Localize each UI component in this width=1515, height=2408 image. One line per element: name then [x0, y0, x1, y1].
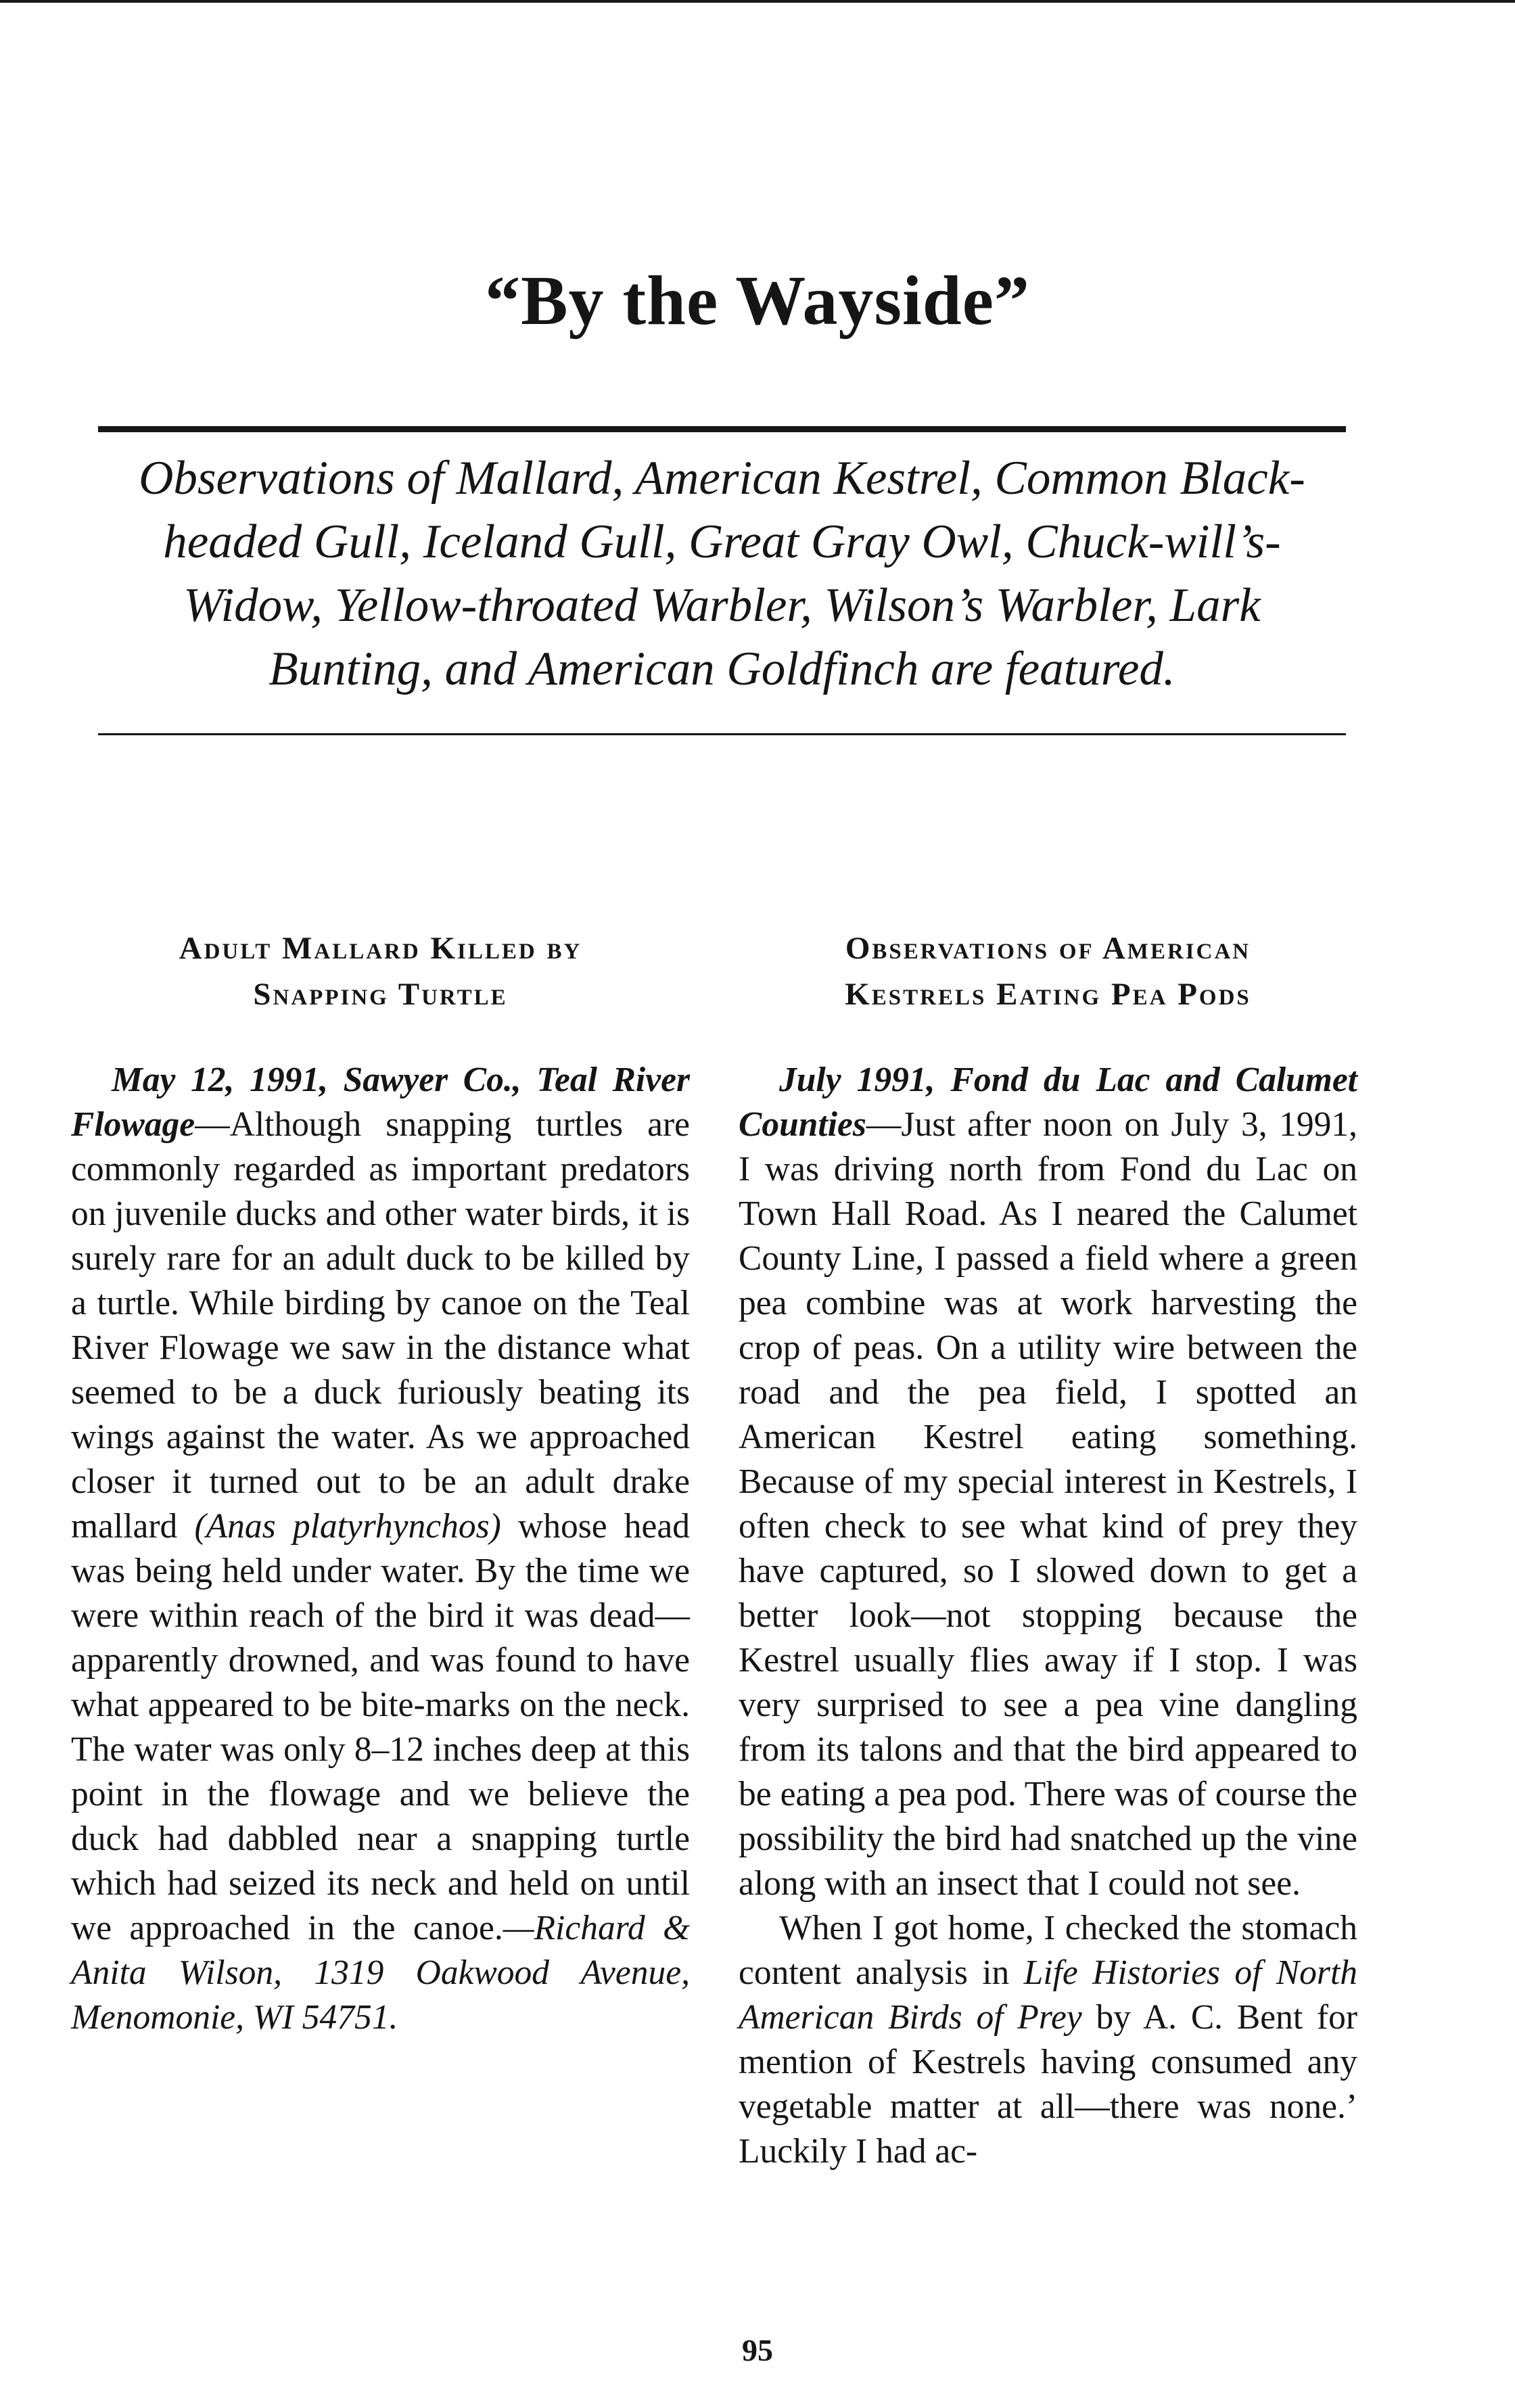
section-summary: Observations of Mallard, American Kestrel, Common Black-headed Gull, Iceland Gull, Great Gray Owl, Chuck-will’s-Widow, Yellow-throated Warbler, Wilson’s Warbler, Lark Bunting, and American Goldfinch are featured.	[139, 452, 1305, 695]
right-para2-end: by A. C. Bent for mention of Kestrels having consumed any vegetable matter at all—there was none.’ Luckily I had ac-	[739, 1998, 1357, 2171]
page-number: 95	[742, 2333, 773, 2367]
summary-top-rule	[98, 426, 1346, 432]
right-heading-line-2: Kestrels Eating Pea Pods	[845, 977, 1251, 1012]
page-title: “By the Wayside”	[485, 262, 1030, 340]
summary-bottom-rule	[98, 733, 1346, 735]
right-article-text: —Just after noon on July 3, 1991, I was driving north from Fond du Lac on Town Hall Road. As I neared the Calumet County Line, I passed a field where a green pea combine was at work harvesting the crop of peas. On a utility wire between the road and the pea field, I spotted an American Kestrel eating something. Because of my special interest in Kestrels, I often check to see what kind of prey they have captured, so I slowed down to get a better look—not stopping because the Kestrel usually flies away if I stop. I was very surprised to see a pea vine dangling from its talons and that the bird appeared to be eating a pea pod. There was of course the possibility the bird had snatched up the vine along with an insect that I could not see.	[739, 1105, 1357, 1903]
left-heading-line-1: Adult Mallard Killed by	[179, 931, 582, 966]
left-article	[71, 925, 690, 2040]
left-heading-line-2: Snapping Turtle	[253, 977, 508, 1012]
right-article-lead: July 1991, Fond du Lac and Calumet Counties	[739, 1061, 1357, 1144]
left-article-lead: May 12, 1991, Sawyer Co., Teal River Flowage	[71, 1061, 690, 1144]
book-title: Life Histories of North American Birds of Prey	[739, 1953, 1357, 2037]
right-heading-line-1: Observations of American	[845, 931, 1251, 966]
right-article-body	[739, 1058, 1357, 1906]
author-signature: —Richard & Anita Wilson, 1319 Oakwood Avenue, Menomonie, WI 54751.	[71, 1909, 691, 2037]
left-article-heading	[71, 925, 690, 1058]
left-article-text: —Although snapping turtles are commonly regarded as important predators on juvenile ducks and other water birds, it is surely rare for an adult duck to be killed by a turtle. While birding by canoe on the Teal River Flowage we saw in the distance what seemed to be a duck furiously beating its wings against the water. As we approached closer it turned out to be an adult drake mallard	[71, 1105, 690, 1546]
species-name: (Anas platyrhynchos)	[194, 1507, 501, 1546]
right-article	[739, 925, 1357, 2174]
right-article-heading	[739, 925, 1357, 1058]
left-article-text-end: whose head was being held under water. By the time we were within reach of the bird it was dead—apparently drowned, and was found to have what appeared to be bite-marks on the neck. The water was only 8–12 inches deep at this point in the flowage and we believe the duck had dabbled near a snapping turtle which had seized its neck and held on until we approached in the canoe.	[71, 1507, 690, 1947]
top-border-rule	[0, 0, 1515, 3]
right-article-paragraph-2	[739, 1906, 1357, 2174]
right-para2-start: When I got home, I checked the stomach content analysis in	[739, 1909, 1357, 1992]
left-article-body	[71, 1058, 690, 2040]
